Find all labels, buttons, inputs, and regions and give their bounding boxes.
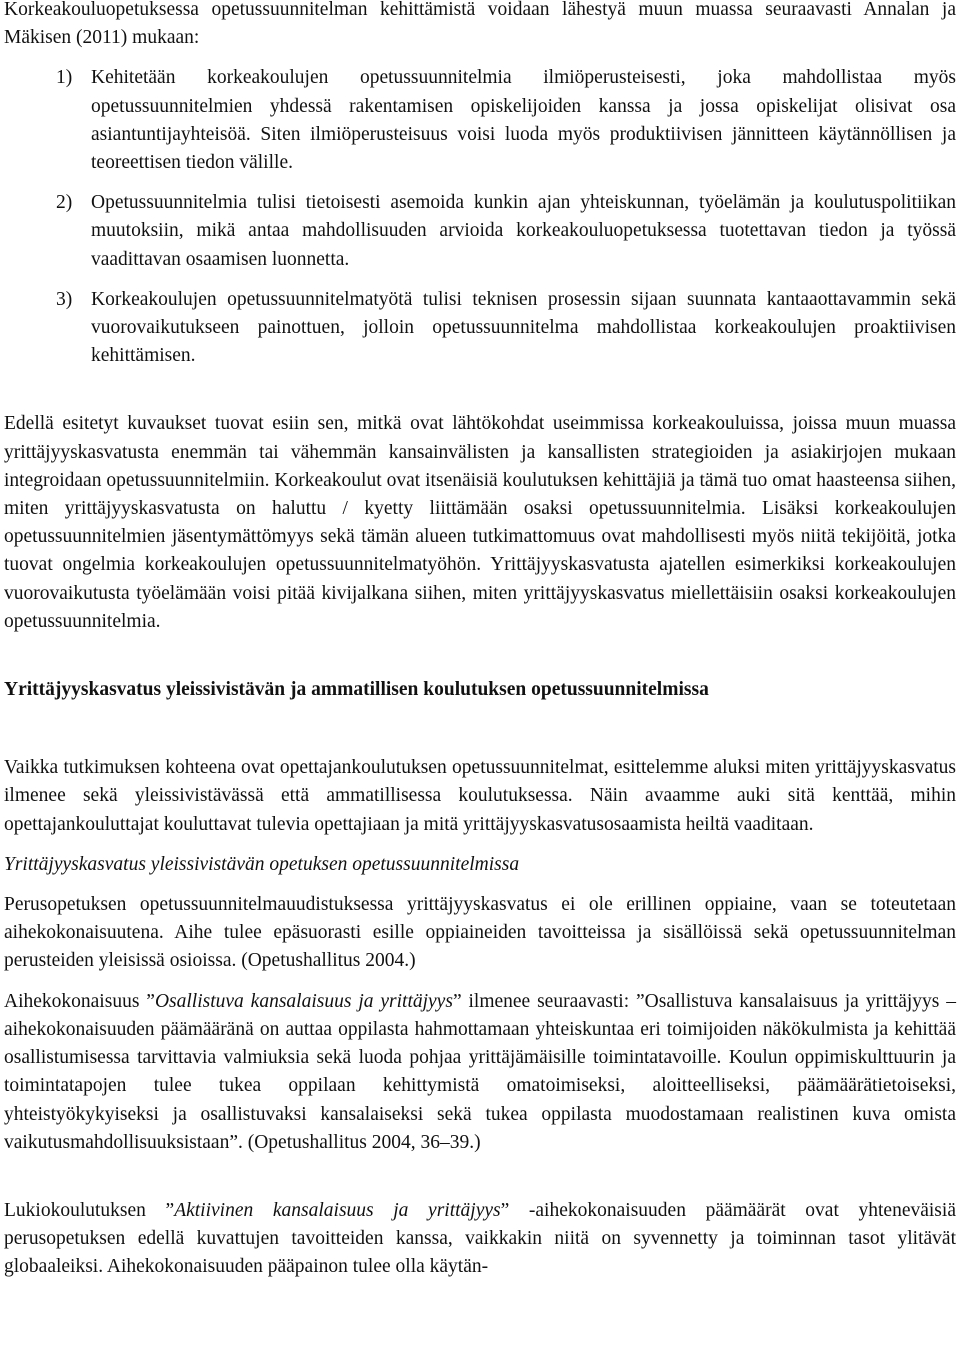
- spacer: [4, 704, 956, 754]
- list-item: [4, 64, 956, 177]
- list-item-number: 2): [56, 192, 73, 214]
- paragraph-text-post: ” -aihekokonaisuuden päämäärät ovat yhteneväisiä perusopetuksen edellä kuvattujen tavoitteiden kanssa, vaikkakin niitä on syvennetty ja toiminnan tasot ylitävät globaaleiksi. Aihekokonaisuuden pääpainon tulee olla käytän-: [4, 1199, 956, 1278]
- body-paragraph: Perusopetuksen opetussuunnitelmauudistuksessa yrittäjyyskasvatus ei ole erillinen oppiaine, vaan se toteutetaan aihekokonaisuutena. Aihe tulee epäsuorasti esille oppiaineiden tavoitteissa ja sisällöissä sekä opetussuunnitelman perusteiden yleisissä osioissa. (Opetushallitus 2004.): [4, 894, 956, 972]
- paragraph-text-post: ” ilmenee seuraavasti: ”Osallistuva kansalaisuus ja yrittäjyys – aihekokonaisuuden päämääränä on auttaa oppilasta hahmottamaan yhteiskuntaa eri toimijoiden näkökulmista ja kehittää osallistumisessa tarvittavia valmiuksia sekä luoda pohjaa yrittäjämäisille toimintatavoille. Koulun oppimiskulttuurin ja toimintatapojen tulee tukea oppilaan kehittymistä omatoimiseksi, aloitteelliseksi, päämäärätietoiseksi, yhteistyökykyiseksi ja osallistuvaksi kansalaiseksi sekä tukea oppilasta muodostamaan realistinen kuva omista vaikutusmahdollisuuksistaan”. (Opetushallitus 2004, 36–39.): [4, 990, 956, 1153]
- intro-paragraph: Korkeakouluopetuksessa opetussuunnitelman kehittämistä voidaan lähestyä muun muassa seuraavasti Annalan ja Mäkisen (2011) mukaan:: [4, 0, 956, 49]
- body-paragraph: Vaikka tutkimuksen kohteena ovat opettajankoulutuksen opetussuunnitelmat, esittelemme aluksi miten yrittäjyyskasvatus ilmenee sekä yleissivistävässä että ammatillisessa koulutuksessa. Näin avaamme auki sitä kenttää, mihin opettajankouluttajat kouluttavat tulevia opettajiaan ja mitä yrittäjyyskasvatusosaamista heiltä vaaditaan.: [4, 757, 956, 835]
- spacer: [4, 382, 956, 410]
- paragraph-text-pre: Aihekokonaisuus ”: [4, 990, 155, 1012]
- list-item: [4, 286, 956, 371]
- body-paragraph: Edellä esitetyt kuvaukset tuovat esiin sen, mitkä ovat lähtökohdat useimmissa korkeakouluissa, joissa muun muassa yrittäjyyskasvatusta enemmän tai vähemmän kansainvälisten ja kansallisten strategioiden ja asiakirjojen mukaan integroidaan opetussuunnitelmiin. Korkeakoulut ovat itsenäisiä koulutuksen kehittäjiä ja tämä tuo omat haasteensa siihen, miten yrittäjyyskasvatusta on haluttu / kyetty liittämään osaksi opetussuunnitelmia. Lisäksi korkeakoulujen opetussuunnitelmien jäsentymättömyys sekä tämän alueen tutkimattomuus ovat mahdollisesti myös niitä tekijöitä, jotka tuovat ongelmia korkeakoulujen opetussuunnitelmatyöhön. Yrittäjyyskasvatusta ajatellen esimerkiksi korkeakoulujen vuorovaikutusta työelämään voisi pitää kivijalkana siihen, miten yrittäjyyskasvatus miellettäisiin osaksi korkeakoulujen opetussuunnitelmia.: [4, 413, 956, 632]
- numbered-list: [4, 64, 956, 370]
- list-item-number: 1): [56, 67, 73, 89]
- theme-title-italic: Osallistuva kansalaisuus ja yrittäjyys: [154, 990, 453, 1012]
- section-heading: Yrittäjyyskasvatus yleissivistävän ja ammatillisen koulutuksen opetussuunnitelmissa: [4, 679, 709, 701]
- list-item: [4, 189, 956, 274]
- body-paragraph-lukio: [4, 1197, 956, 1282]
- theme-title-italic: Aktiivinen kansalaisuus ja yrittäjyys: [174, 1199, 501, 1221]
- body-paragraph-quote: [4, 988, 956, 1157]
- list-item-text: Kehitetään korkeakoulujen opetussuunnitelmia ilmiöperusteisesti, joka mahdollistaa myös opetussuunnitelmien yhdessä rakentamisen opiskelijoiden kanssa ja jossa opiskelijat olisivat osa asiantuntijayhteisöä. Siten ilmiöperusteisuus voisi luoda myös produktiivisen jännitteen käytännöllisen ja teoreettisen tiedon välille.: [91, 67, 956, 174]
- list-item-text: Opetussuunnitelmia tulisi tietoisesti asemoida kunkin ajan yhteiskunnan, työelämän ja koulutuspolitiikan muutoksiin, mikä antaa mahdollisuuden arvioida korkeakouluopetuksessa tuotettavan tiedon ja työssä vaadittavan osaamisen luonnetta.: [91, 192, 956, 270]
- list-item-number: 3): [56, 288, 73, 310]
- paragraph-text-pre: Lukiokoulutuksen ”: [4, 1199, 175, 1221]
- subsection-heading: Yrittäjyyskasvatus yleissivistävän opetuksen opetussuunnitelmissa: [4, 853, 520, 875]
- spacer: [4, 648, 956, 676]
- list-item-text: Korkeakoulujen opetussuunnitelmatyötä tulisi teknisen prosessin sijaan suunnata kantaaottavammin sekä vuorovaikutukseen painottuen, jolloin opetussuunnitelma mahdollistaa korkeakoulujen proaktiivisen kehittämisen.: [91, 288, 956, 367]
- document-page: [4, 0, 956, 1294]
- spacer: [4, 1169, 956, 1197]
